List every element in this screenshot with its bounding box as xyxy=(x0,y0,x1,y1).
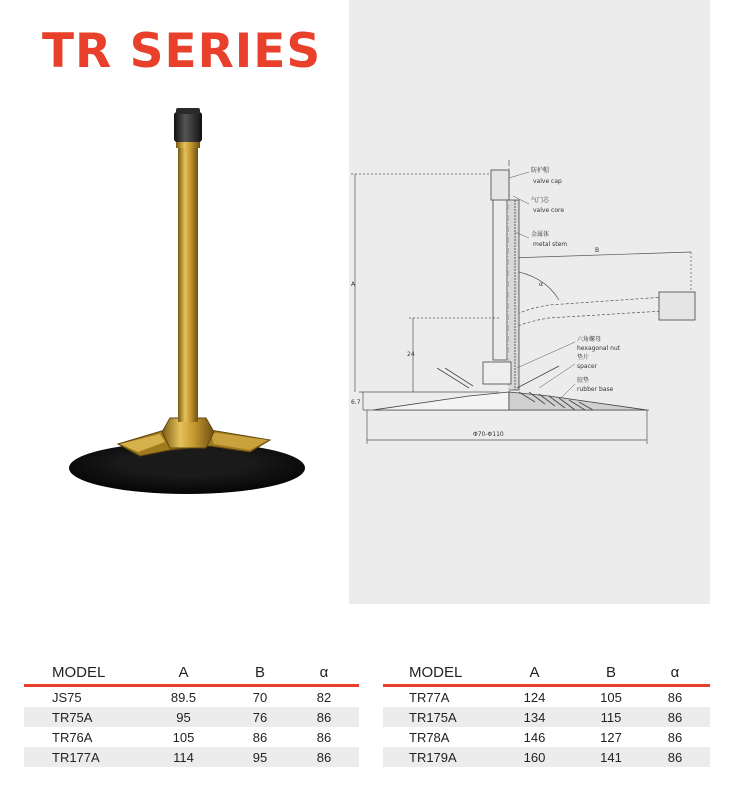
cell-a: 95 xyxy=(136,707,231,727)
dim-diameter-label: Φ70-Φ110 xyxy=(473,431,504,438)
header-alpha: α xyxy=(640,662,710,686)
valve-product-image xyxy=(60,100,320,510)
valve-cap-cn-label: 防护帽 xyxy=(531,167,550,174)
table-row xyxy=(383,707,710,727)
spacer-cn-label: 垫片 xyxy=(577,354,590,361)
cell-model: TR75A xyxy=(24,707,136,727)
cell-b: 95 xyxy=(231,747,289,767)
valve-core-cn-label: 气门芯 xyxy=(531,197,550,204)
hex-nut-label: hexagonal nut xyxy=(577,345,621,352)
header-a: A xyxy=(487,662,582,686)
valve-cap-part xyxy=(174,112,202,142)
spec-table-left xyxy=(24,662,359,767)
table-header-row xyxy=(24,662,359,686)
valve-core-label: valve core xyxy=(533,207,565,214)
cell-a: 160 xyxy=(487,747,582,767)
cell-model: TR175A xyxy=(383,707,487,727)
rubber-base-cn-label: 胶垫 xyxy=(577,377,590,384)
header-b: B xyxy=(231,662,289,686)
cell-alpha: 86 xyxy=(667,729,683,745)
cell-a: 105 xyxy=(172,729,195,745)
cell-model: TR76A xyxy=(52,729,93,745)
cell-alpha: 86 xyxy=(289,747,359,767)
cell-b: 127 xyxy=(600,729,622,745)
table-row xyxy=(24,686,359,708)
cell-alpha: 86 xyxy=(289,707,359,727)
cell-a: 134 xyxy=(487,707,582,727)
table-row xyxy=(24,747,359,767)
table-header-row xyxy=(383,662,710,686)
table-row xyxy=(383,747,710,767)
table-row xyxy=(383,686,710,708)
cell-a: 114 xyxy=(136,747,231,767)
table-row xyxy=(383,727,710,747)
metal-stem-cn-label: 金属体 xyxy=(531,231,550,238)
cell-b: 86 xyxy=(252,729,268,745)
hex-nut-cn-label: 六角螺母 xyxy=(577,336,602,343)
cell-model: JS75 xyxy=(52,689,82,705)
page-title: TR SERIES xyxy=(42,24,322,79)
rubber-base-label: rubber base xyxy=(577,386,614,393)
cell-a: 89.5 xyxy=(170,689,197,705)
technical-drawing-panel xyxy=(349,0,710,604)
header-alpha: α xyxy=(289,662,359,686)
cell-alpha: 86 xyxy=(640,747,710,767)
cell-a: 146 xyxy=(523,729,546,745)
cell-alpha: 86 xyxy=(667,689,683,705)
cell-a: 124 xyxy=(523,689,546,705)
table-row xyxy=(24,707,359,727)
cell-alpha: 86 xyxy=(316,729,332,745)
dim-67-label: 6.7 xyxy=(351,399,361,406)
header-a: A xyxy=(136,662,231,686)
spec-table-right xyxy=(383,662,710,767)
cell-b: 141 xyxy=(582,747,640,767)
valve-technical-drawing xyxy=(349,0,710,604)
dim-a-label: A xyxy=(351,281,356,288)
cell-b: 70 xyxy=(252,689,268,705)
header-model: MODEL xyxy=(24,662,136,686)
spacer-label: spacer xyxy=(577,363,598,370)
cell-alpha: 82 xyxy=(316,689,332,705)
cell-alpha: 86 xyxy=(640,707,710,727)
cell-model: TR77A xyxy=(409,689,450,705)
cell-b: 105 xyxy=(600,689,622,705)
cell-model: TR78A xyxy=(409,729,450,745)
table-row xyxy=(24,727,359,747)
dim-alpha-label: α xyxy=(539,281,543,288)
valve-cap-label: valve cap xyxy=(533,178,562,185)
cell-b: 76 xyxy=(231,707,289,727)
metal-stem xyxy=(178,142,198,422)
cell-model: TR177A xyxy=(24,747,136,767)
cell-model: TR179A xyxy=(383,747,487,767)
metal-stem-label: metal stem xyxy=(533,241,568,248)
header-b: B xyxy=(582,662,640,686)
dim-b-label: B xyxy=(595,247,600,254)
dim-24-label: 24 xyxy=(407,351,415,358)
header-model: MODEL xyxy=(383,662,487,686)
cell-b: 115 xyxy=(582,707,640,727)
hex-nut xyxy=(162,418,214,448)
